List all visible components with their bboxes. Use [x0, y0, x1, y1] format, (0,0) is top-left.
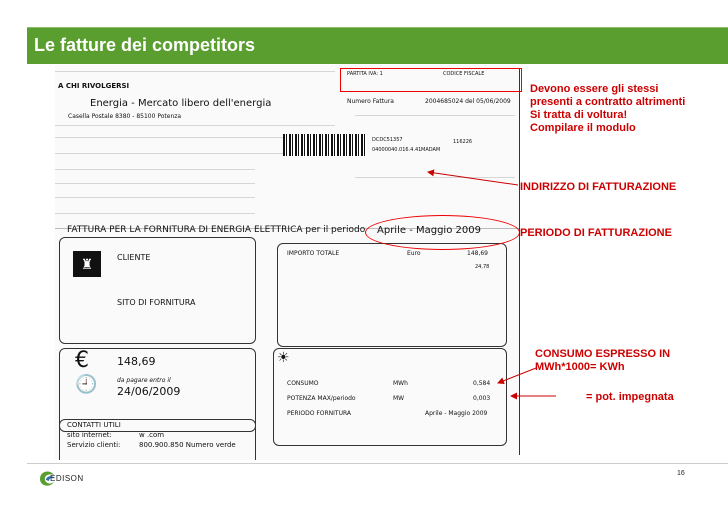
potenza-unit: MW: [393, 395, 405, 402]
arrow-consumo: [498, 368, 536, 383]
codice-fiscale: CODICE FISCALE: [443, 71, 485, 77]
potenza-label: POTENZA MAX/periodo: [287, 395, 356, 402]
note-voltura: [530, 83, 685, 135]
contatti-label: CONTATTI UTILI: [67, 421, 121, 429]
numero-fattura-value: 2004685024 del 05/06/2009: [425, 98, 511, 105]
sito-label: SITO DI FORNITURA: [117, 298, 196, 307]
sito-internet-label: sito internet:: [67, 431, 112, 439]
footer-divider: [27, 463, 728, 464]
bulb-icon: ☀: [277, 350, 290, 366]
periodo-fornitura-label: PERIODO FORNITURA: [287, 410, 352, 417]
consumo-label: CONSUMO: [287, 380, 319, 387]
slide-title: Le fatture dei competitors: [34, 35, 256, 55]
note-consumo-line1: CONSUMO ESPRESSO IN: [535, 348, 671, 360]
amount-value: 148,69: [117, 355, 156, 368]
note-periodo: PERIODO DI FATTURAZIONE: [520, 227, 672, 239]
code-2: 04000040.016.4.41: [372, 147, 422, 153]
code-4: MADAM: [421, 147, 441, 153]
note-voltura-line3: Si tratta di voltura!: [530, 109, 628, 121]
numero-fattura-label: Numero Fattura: [347, 98, 394, 105]
code-3: 116226: [453, 139, 473, 145]
sito-internet-value: w .com: [139, 431, 165, 439]
page-number: 16: [677, 470, 685, 477]
arrow-indirizzo: [428, 172, 518, 185]
note-voltura-line4: Compilare il modulo: [530, 122, 636, 134]
euro-icon: €: [75, 348, 89, 373]
note-consumo-line2: MWh*1000= KWh: [535, 361, 625, 373]
periodo-fornitura-value: Aprile - Maggio 2009: [425, 410, 488, 417]
note-consumo: [535, 348, 670, 374]
importo-value: 148,69: [467, 250, 488, 257]
note-indirizzo: INDIRIZZO DI FATTURAZIONE: [520, 181, 677, 193]
small-value: 24,78: [475, 264, 490, 270]
importo-totale-label: IMPORTO TOTALE: [287, 250, 340, 257]
pagare-entro-label: da pagare entro il: [117, 377, 171, 384]
code-1: DCDC51357: [372, 137, 403, 143]
clock-icon: 🕘: [75, 374, 98, 395]
billing-period: Aprile - Maggio 2009: [377, 225, 481, 236]
potenza-value: 0,003: [473, 395, 491, 402]
note-voltura-line1: Devono essere gli stessi: [530, 83, 659, 95]
casella: Casella Postale 8380 - 85100 Potenza: [68, 113, 182, 120]
a-chi-rivolgersi: A CHI RIVOLGERSI: [58, 82, 130, 90]
servizio-label: Servizio clienti:: [67, 441, 121, 449]
note-potenza: = pot. impegnata: [586, 391, 674, 403]
euro-label: Euro: [407, 250, 421, 257]
servizio-value: 800.900.850 Numero verde: [139, 441, 236, 449]
consumo-unit: MWh: [393, 380, 408, 387]
customer-icon: ♜: [73, 251, 101, 277]
brand-line: Energia - Mercato libero dell'energia: [90, 98, 272, 109]
partita-iva: PARTITA IVA: 1: [347, 71, 383, 77]
note-voltura-line2: presenti a contratto altrimenti: [530, 96, 686, 108]
cliente-label: CLIENTE: [117, 253, 151, 262]
edison-logo-text: EDISON: [50, 474, 84, 483]
invoice-title-line: FATTURA PER LA FORNITURA DI ENERGIA ELETTRICA per il periodo: [67, 225, 366, 235]
due-date: 24/06/2009: [117, 385, 181, 398]
consumo-value: 0,584: [473, 380, 491, 387]
